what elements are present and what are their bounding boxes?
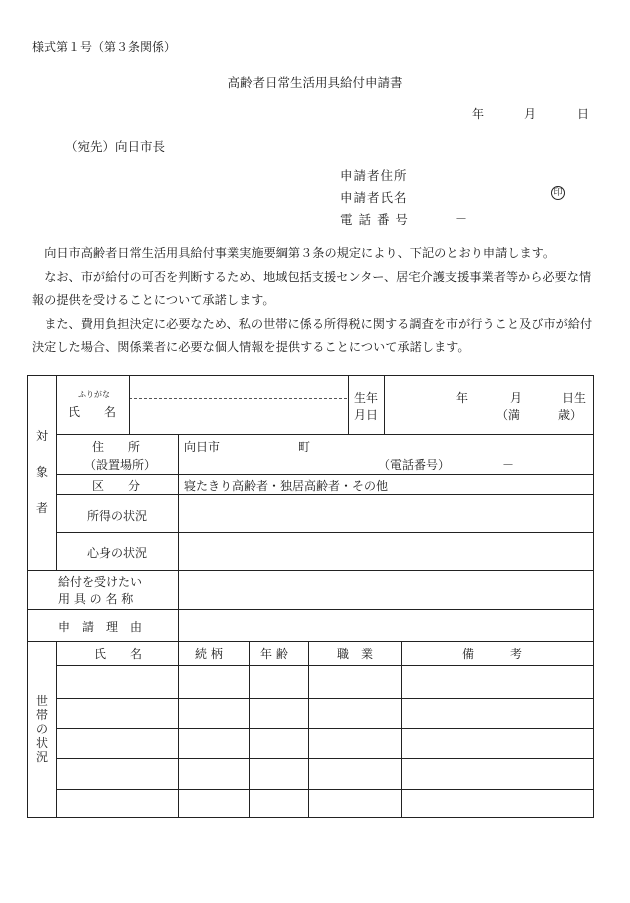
household-col-remarks: 備 考	[462, 647, 523, 661]
applicant-name-label: 申請者氏名	[340, 190, 408, 205]
age-open-label: （満	[496, 408, 521, 422]
household-heading-char: 況	[35, 750, 48, 764]
birth-month-label: 月	[510, 391, 523, 405]
household-heading-char: 帯	[35, 708, 48, 722]
date-month: 月	[524, 107, 537, 121]
age-close-label: 歳）	[558, 408, 583, 422]
reason-label: 申 請 理 由	[58, 620, 143, 634]
equipment-label-bottom: 用 具 の 名 称	[58, 592, 134, 606]
household-col-relation: 続 柄	[195, 647, 223, 661]
furigana-label: ふりがな	[78, 390, 110, 399]
paragraph-3: また、費用負担決定に必要なため、私の世帯に係る所得税に関する調査を市が行うこと及び市が給付決定した場合、関係業者に必要な個人情報を提供することについて承諾します。	[32, 316, 593, 354]
subject-phone-separator: －	[502, 458, 515, 472]
paragraph-2: なお、市が給付の可否を判断するため、地域包括支援センター、居宅介護支援事業者等から必要な情報の提供を受けることについて承諾します。	[32, 269, 592, 307]
income-label: 所得の状況	[87, 509, 148, 523]
subject-phone-label: （電話番号）	[378, 458, 451, 472]
paragraph-1: 向日市高齢者日常生活用具給付事業実施要綱第３条の規定により、下記のとおり申請します。	[44, 246, 556, 260]
subject-heading-char: 者	[35, 501, 48, 515]
applicant-phone-separator: －	[455, 212, 468, 226]
address-city: 向日市	[184, 440, 221, 454]
health-label: 心身の状況	[87, 546, 148, 560]
household-col-job: 職 業	[337, 647, 374, 661]
household-heading	[32, 694, 52, 764]
body-text	[32, 242, 602, 360]
subject-heading-char: 象	[35, 465, 48, 479]
household-heading-char: 状	[35, 736, 48, 750]
applicant-address-label: 申請者住所	[340, 168, 408, 183]
subject-heading	[32, 429, 52, 515]
application-form-table	[27, 375, 594, 818]
install-location-label: （設置場所）	[84, 458, 157, 472]
household-heading-char: の	[35, 722, 48, 736]
seal-mark: 印	[551, 186, 565, 200]
subject-name-label: 氏 名	[68, 405, 117, 419]
date-year: 年	[472, 107, 485, 121]
subject-heading-char: 対	[35, 429, 48, 443]
date-day: 日	[577, 107, 590, 121]
form-number: 様式第１号（第３条関係）	[32, 40, 177, 54]
document-title: 高齢者日常生活用具給付申請書	[227, 75, 403, 90]
birth-year-label: 年	[456, 391, 469, 405]
birth-label-top: 生年	[354, 391, 379, 405]
birth-label-bottom: 月日	[354, 408, 379, 422]
household-heading-char: 世	[35, 694, 48, 708]
category-value: 寝たきり高齢者・独居高齢者・その他	[184, 479, 389, 493]
household-col-age: 年 齢	[260, 647, 288, 661]
address-town: 町	[298, 440, 311, 454]
household-col-name: 氏 名	[94, 647, 143, 661]
category-label: 区 分	[92, 479, 141, 493]
applicant-phone-label: 電 話 番 号	[340, 212, 409, 227]
addressee: （宛先）向日市長	[65, 139, 166, 154]
subject-address-label: 住 所	[92, 440, 141, 454]
birth-day-label: 日生	[562, 391, 587, 405]
equipment-label-top: 給付を受けたい	[58, 575, 143, 589]
